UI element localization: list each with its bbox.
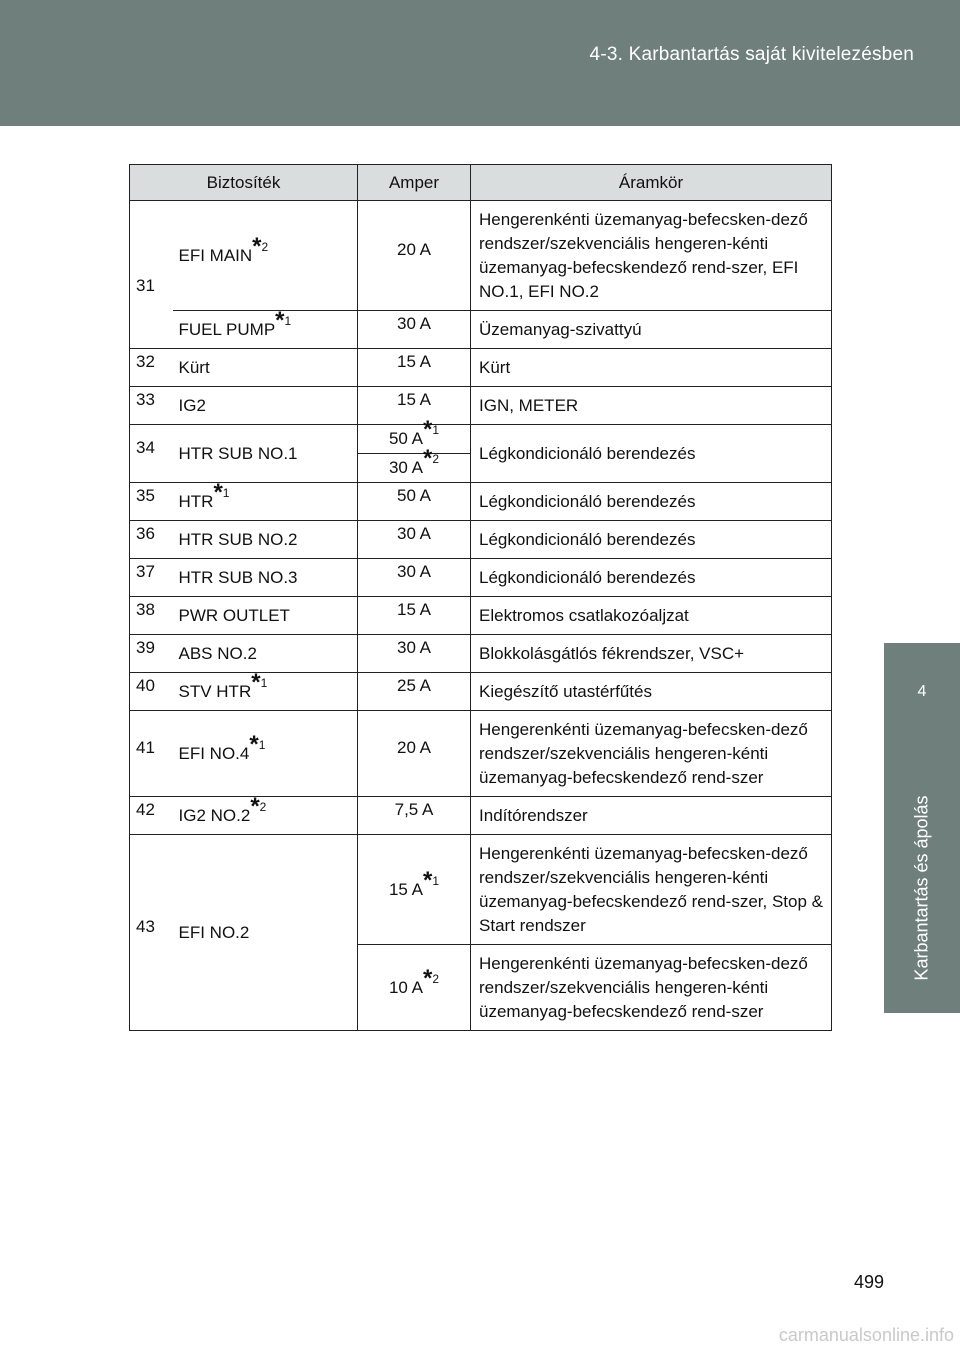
fuse-number: 34	[130, 425, 173, 483]
table-row	[130, 201, 832, 311]
fuse-table	[129, 164, 832, 1031]
fuse-amp: 15 A	[358, 597, 471, 635]
footnote-marker: *2	[250, 793, 267, 821]
fuse-name: EFI NO.4$^{*1}$	[173, 711, 358, 797]
header-fuse: Biztosíték	[130, 165, 358, 201]
fuse-name: PWR OUTLET	[173, 597, 358, 635]
fuse-number: 35	[130, 483, 173, 521]
fuse-amp: 20 A	[358, 201, 471, 311]
fuse-number: 36	[130, 521, 173, 559]
table-row	[130, 797, 832, 835]
table-row	[130, 835, 832, 945]
table-row	[130, 349, 832, 387]
fuse-circuit: Kürt	[471, 349, 832, 387]
fuse-name: IG2 NO.2$^{*2}$	[173, 797, 358, 835]
fuse-number: 38	[130, 597, 173, 635]
fuse-amp: 7,5 A	[358, 797, 471, 835]
footnote-marker: *1	[423, 867, 440, 895]
fuse-amp: 50 A$^{*1}$	[358, 425, 471, 454]
table-row	[130, 387, 832, 425]
fuse-name: HTR$^{*1}$	[173, 483, 358, 521]
fuse-amp: 50 A	[358, 483, 471, 521]
fuse-circuit: Üzemanyag-szivattyú	[471, 311, 832, 349]
fuse-name: ABS NO.2	[173, 635, 358, 673]
fuse-name: HTR SUB NO.1	[173, 425, 358, 483]
header-circuit: Áramkör	[471, 165, 832, 201]
fuse-circuit: Légkondicionáló berendezés	[471, 559, 832, 597]
fuse-circuit: Blokkolásgátlós fékrendszer, VSC+	[471, 635, 832, 673]
fuse-name: IG2	[173, 387, 358, 425]
fuse-amp: 15 A$^{*1}$	[358, 835, 471, 945]
fuse-number: 33	[130, 387, 173, 425]
fuse-amp: 30 A	[358, 311, 471, 349]
table-row	[130, 711, 832, 797]
footnote-marker: *1	[275, 307, 292, 335]
fuse-name: STV HTR$^{*1}$	[173, 673, 358, 711]
watermark: carmanualsonline.info	[778, 1325, 954, 1345]
fuse-amp: 15 A	[358, 387, 471, 425]
section-title: 4-3. Karbantartás saját kivitelezésben	[589, 44, 914, 65]
table-row	[130, 597, 832, 635]
fuse-amp: 30 A$^{*2}$	[358, 454, 471, 483]
fuse-number: 42	[130, 797, 173, 835]
fuse-circuit: Légkondicionáló berendezés	[471, 425, 832, 483]
fuse-number: 43	[130, 835, 173, 1031]
footnote-marker: *1	[423, 416, 440, 444]
table-row	[130, 673, 832, 711]
footnote-marker: *2	[423, 965, 440, 993]
fuse-name: HTR SUB NO.3	[173, 559, 358, 597]
footnote-marker: *2	[252, 233, 269, 261]
fuse-amp: 30 A	[358, 635, 471, 673]
footnote-marker: *2	[423, 445, 440, 473]
footnote-marker: *1	[249, 731, 266, 759]
fuse-number: 40	[130, 673, 173, 711]
table-row	[130, 425, 832, 454]
fuse-amp: 20 A	[358, 711, 471, 797]
page-number: 499	[853, 1272, 884, 1292]
chapter-number: 4	[917, 683, 927, 700]
fuse-name: EFI MAIN$^{*2}$	[173, 201, 358, 311]
fuse-circuit: Légkondicionáló berendezés	[471, 483, 832, 521]
fuse-circuit: Hengerenkénti üzemanyag-befecsken-dező rendszer/szekvenciális hengeren-kénti üzemanyag-befecskendező rend-szer	[471, 711, 832, 797]
fuse-number: 41	[130, 711, 173, 797]
fuse-number: 32	[130, 349, 173, 387]
fuse-circuit: IGN, METER	[471, 387, 832, 425]
fuse-name: EFI NO.2	[173, 835, 358, 1031]
fuse-number: 31	[130, 201, 173, 349]
header-band	[0, 0, 960, 126]
fuse-amp: 30 A	[358, 521, 471, 559]
table-header-row	[130, 165, 832, 201]
footnote-marker: *1	[213, 479, 230, 507]
fuse-name: HTR SUB NO.2	[173, 521, 358, 559]
fuse-circuit: Légkondicionáló berendezés	[471, 521, 832, 559]
header-amp: Amper	[358, 165, 471, 201]
fuse-circuit: Hengerenkénti üzemanyag-befecsken-dező rendszer/szekvenciális hengeren-kénti üzemanyag-befecskendező rend-szer, Stop & Start rendszer	[471, 835, 832, 945]
fuse-circuit: Hengerenkénti üzemanyag-befecsken-dező rendszer/szekvenciális hengeren-kénti üzemanyag-befecskendező rend-szer	[471, 945, 832, 1031]
fuse-number: 37	[130, 559, 173, 597]
fuse-amp: 15 A	[358, 349, 471, 387]
fuse-circuit: Hengerenkénti üzemanyag-befecsken-dező rendszer/szekvenciális hengeren-kénti üzemanyag-befecskendező rend-szer, EFI NO.1, EFI NO.2	[471, 201, 832, 311]
fuse-name: Kürt	[173, 349, 358, 387]
fuse-circuit: Kiegészítő utastérfűtés	[471, 673, 832, 711]
fuse-amp: 30 A	[358, 559, 471, 597]
footnote-marker: *1	[251, 669, 268, 697]
table-row	[130, 311, 832, 349]
table-row	[130, 483, 832, 521]
chapter-label: Karbantartás és ápolás	[911, 795, 932, 981]
fuse-name: FUEL PUMP$^{*1}$	[173, 311, 358, 349]
chapter-side-tab	[884, 643, 960, 1013]
table-row	[130, 521, 832, 559]
fuse-amp: 10 A$^{*2}$	[358, 945, 471, 1031]
table-row	[130, 635, 832, 673]
fuse-number: 39	[130, 635, 173, 673]
fuse-amp: 25 A	[358, 673, 471, 711]
table-row	[130, 559, 832, 597]
fuse-circuit: Indítórendszer	[471, 797, 832, 835]
fuse-circuit: Elektromos csatlakozóaljzat	[471, 597, 832, 635]
